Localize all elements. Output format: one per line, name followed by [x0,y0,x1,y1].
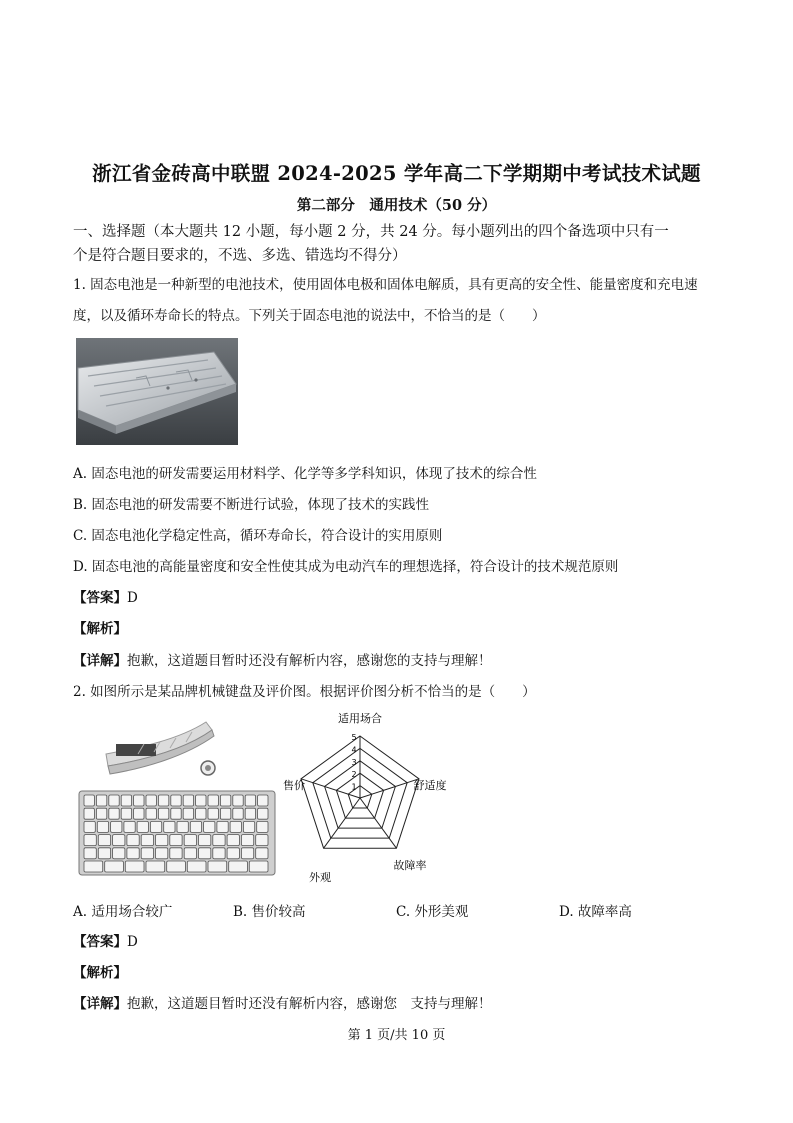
keyboard-key [150,821,161,832]
keyboard-key [208,861,227,872]
q1-option-b: B. 固态电池的研发需要不断进行试验，体现了技术的实践性 [73,497,430,513]
keyboard-key [84,848,96,859]
keyboard-key [241,835,253,846]
keyboard-key [121,795,131,806]
detail-tag: 【详解】 [73,653,127,669]
keyboard-key [146,795,156,806]
keyboard-key [167,861,186,872]
keyboard-top-image [78,790,278,878]
keyboard-key [249,861,268,872]
keyboard-key [84,835,96,846]
keyboard-key [98,835,110,846]
keyboard-key [170,848,182,859]
answer-value: D [127,934,138,950]
answer-value: D [127,590,138,606]
radar-chart [280,708,450,886]
keyboard-key [184,835,196,846]
keyboard-key [256,835,268,846]
keyboard-key [96,808,106,819]
keyboard-key [141,835,153,846]
keyboard-key [213,848,225,859]
keyboard-key [84,808,94,819]
part-subtitle: 第二部分 通用技术（50 分） [296,197,497,214]
keyboard-key [97,821,108,832]
solid-state-battery-image [76,338,238,445]
keyboard-key [109,808,119,819]
keyboard-key [258,795,268,806]
keyboard-key [257,821,268,832]
q2-answer [73,930,138,950]
keyboard-key [230,821,241,832]
keyboard-key [156,848,168,859]
radar-tick-label: 3 [351,757,357,767]
keyboard-key [208,808,218,819]
q1-option-d: D. 固态电池的高能量密度和安全性使其成为电动汽车的理想选择，符合设计的技术规范原则 [73,559,619,575]
q2-option-d: D. 故障率高 [559,904,632,920]
q1-answer [73,586,138,606]
radar-axis-label-price: 售价 [283,779,305,792]
keyboard-key [190,821,201,832]
q1-analysis-tag: 【解析】 [73,621,127,637]
radar-tick-label: 5 [351,733,357,742]
keyboard-key [196,795,206,806]
keyboard-key [84,861,103,872]
q2-option-c: C. 外形美观 [396,904,469,920]
keyboard-key [258,808,268,819]
q2-detail [73,992,492,1012]
keyboard-key [220,795,230,806]
radar-tick-label: 4 [351,745,357,755]
keyboard-key [146,861,165,872]
q2-option-b: B. 售价较高 [233,904,306,920]
keyboard-key [256,848,268,859]
answer-tag: 【答案】 [73,590,127,606]
document-title: 浙江省金砖高中联盟 2024-2025 学年高二下学期期中考试技术试题 [92,162,701,185]
keyboard-key [227,835,239,846]
keyboard-key [109,795,119,806]
keyboard-key [233,808,243,819]
keyboard-key [229,861,248,872]
keyboard-key [233,795,243,806]
q1-stem-line2: 度，以及循环寿命长的特点。下列关于固态电池的说法中，不恰当的是（ ） [73,308,546,324]
keyboard-key [158,795,168,806]
keyboard-key [158,808,168,819]
keyboard-key [217,821,228,832]
keyboard-key [98,848,110,859]
keyboard-key [177,821,188,832]
keyboard-key [127,848,139,859]
q1-detail [73,649,492,669]
keyboard-key [156,835,168,846]
keyboard-key [84,795,94,806]
radar-axis-label-comfort: 舒适度 [413,779,447,792]
q2-stem: 2. 如图所示是某品牌机械键盘及评价图。根据评价图分析不恰当的是（ ） [73,684,536,700]
keyboard-key [113,835,125,846]
keyboard-side-image [98,716,223,781]
keyboard-key [183,808,193,819]
keyboard-key [127,835,139,846]
keyboard-key [146,808,156,819]
q1-stem-line1: 1. 固态电池是一种新型的电池技术，使用固体电极和固体电解质，具有更高的安全性、能量密度和充电速 [73,277,698,293]
keyboard-key [213,835,225,846]
keyboard-key [208,795,218,806]
keyboard-key [113,848,125,859]
detail-text: 抱歉，这道题目暂时还没有解析内容，感谢您的支持与理解！ [127,653,492,669]
keyboard-key [196,808,206,819]
keyboard-key [187,861,206,872]
keyboard-key [245,795,255,806]
keyboard-key [220,808,230,819]
keyboard-key [96,795,106,806]
keyboard-key [227,848,239,859]
radar-axis-label-applicable: 适用场合 [338,712,382,725]
keyboard-key [125,861,144,872]
q1-option-a: A. 固态电池的研发需要运用材料学、化学等多学科知识，体现了技术的综合性 [73,466,537,482]
q2-option-a: A. 适用场合较广 [73,904,173,920]
keyboard-key [241,848,253,859]
q1-option-c: C. 固态电池化学稳定性高，循环寿命长，符合设计的实用原则 [73,528,443,544]
keyboard-key [141,848,153,859]
section-heading-line1: 一、选择题（本大题共 12 小题，每小题 2 分，共 24 分。每小题列出的四个备选项中只有一 [73,224,669,240]
keyboard-key [199,835,211,846]
answer-tag: 【答案】 [73,934,127,950]
radar-tick-label: 2 [351,770,357,780]
keyboard-key [183,795,193,806]
keyboard-key [171,808,181,819]
keyboard-key [124,821,135,832]
keyboard-key [199,848,211,859]
radar-axis-label-appearance: 外观 [309,871,331,884]
section-heading-line2: 个是符合题目要求的，不选、多选、错选均不得分） [73,248,407,264]
keyboard-key [84,821,95,832]
keyboard-key [171,795,181,806]
keyboard-key [137,821,148,832]
keyboard-key [121,808,131,819]
q2-analysis-tag: 【解析】 [73,965,127,981]
keyboard-key [243,821,254,832]
keyboard-key [134,795,144,806]
keyboard-key [164,821,175,832]
radar-axis-label-failure-rate: 故障率 [393,859,427,872]
keyboard-key [170,835,182,846]
detail-text: 抱歉，这道题目暂时还没有解析内容，感谢您 支持与理解！ [127,996,492,1012]
detail-tag: 【详解】 [73,996,127,1012]
radar-tick-label: 1 [351,782,357,792]
keyboard-key [184,848,196,859]
keyboard-key [134,808,144,819]
keyboard-key [204,821,215,832]
keyboard-key [245,808,255,819]
keyboard-key [111,821,122,832]
page-footer: 第 1 页/共 10 页 [347,1028,446,1043]
keyboard-key [105,861,124,872]
